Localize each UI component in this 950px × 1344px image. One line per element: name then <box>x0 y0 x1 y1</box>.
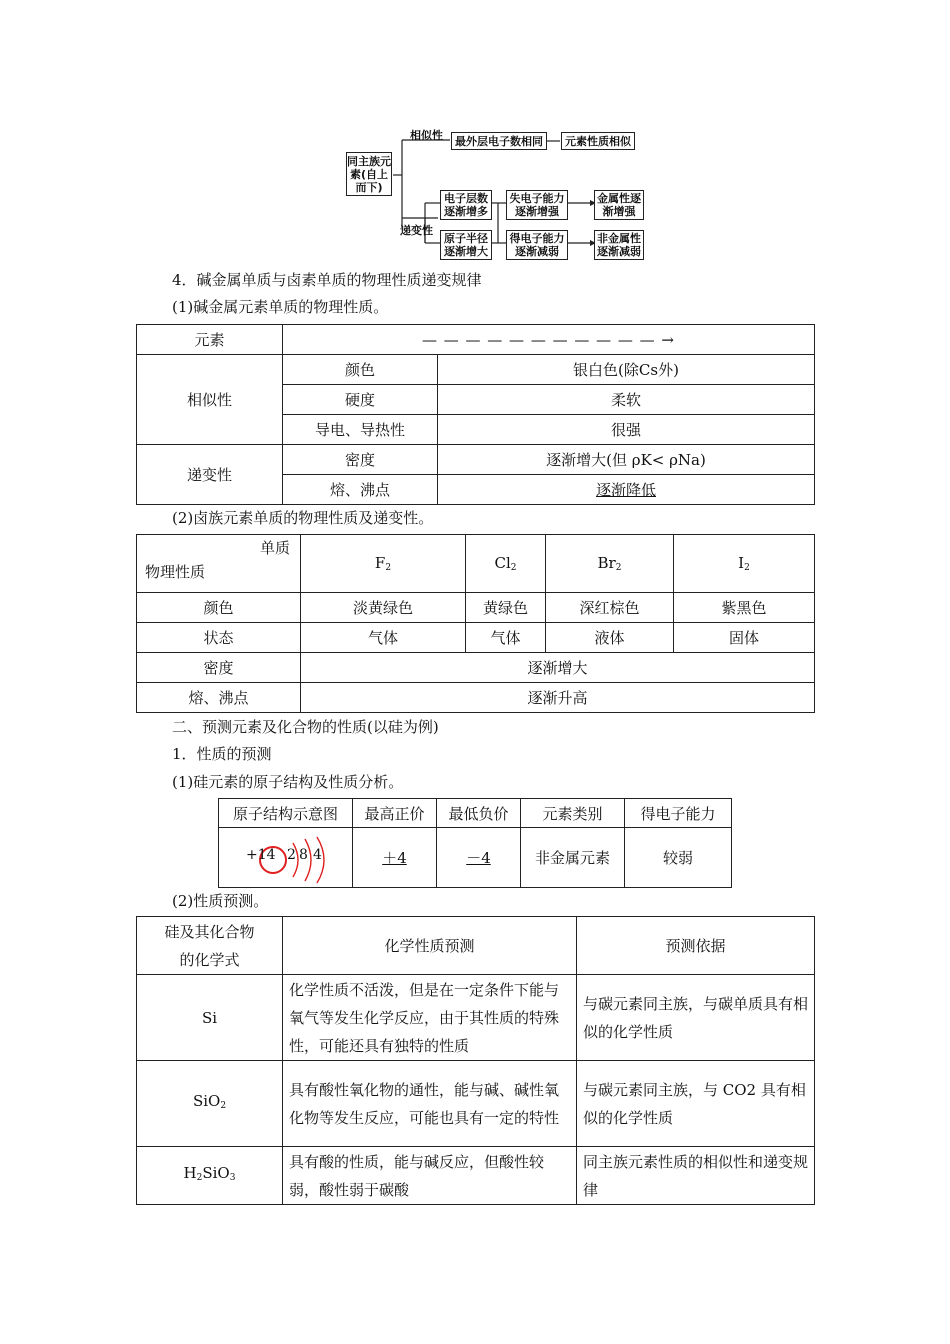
header-cell: 原子结构示意图 <box>219 799 353 828</box>
formula-header-br2: $Br_2$ <box>546 535 674 593</box>
color-value: 淡黄绿色 <box>301 593 466 623</box>
alkali-metal-table <box>136 324 815 505</box>
diagram-box-text: 非金属性逐渐减弱 <box>597 232 641 258</box>
header-basis: 预测依据 <box>577 917 815 975</box>
table-row <box>219 799 732 828</box>
diagram-box-metallic <box>594 190 644 220</box>
property-value <box>438 475 815 505</box>
table-row <box>137 917 815 975</box>
basis-text: 与碳元素同主族，与 CO2 具有相似的化学性质 <box>577 1061 815 1147</box>
table-row <box>137 355 815 385</box>
state-value: 气体 <box>466 623 546 653</box>
atom-diagram-cell <box>219 828 353 888</box>
header-cell: 元素类别 <box>521 799 625 828</box>
min-valence <box>437 828 521 888</box>
property-name: 颜色 <box>283 355 438 385</box>
table-row <box>137 445 815 475</box>
trend-arrow: — — — — — — — — — — — → <box>283 325 815 355</box>
prediction-text: 化学性质不活泼，但是在一定条件下能与氧气等发生化学反应，由于其性质的特殊性，可能还具有独特的性质 <box>283 975 577 1061</box>
table-row <box>137 683 815 713</box>
table-row <box>137 325 815 355</box>
state-value: 液体 <box>546 623 674 653</box>
state-value: 气体 <box>301 623 466 653</box>
formula-header-cl2: $Cl_2$ <box>466 535 546 593</box>
basis-text: 与碳元素同主族，与碳单质具有相似的化学性质 <box>577 975 815 1061</box>
diagram-box-similar-properties <box>561 132 635 150</box>
subheading-silicon-structure: (1)硅元素的原子结构及性质分析。 <box>172 773 404 791</box>
header-cell: 最高正价 <box>353 799 437 828</box>
diagram-box-text: 原子半径逐渐增大 <box>444 232 488 258</box>
formula-sio2: SiO$_2$ <box>137 1061 283 1147</box>
diagram-box-text: 元素性质相似 <box>565 134 631 148</box>
state-value: 固体 <box>674 623 815 653</box>
subheading-alkali: (1)碱金属元素单质的物理性质。 <box>172 298 389 316</box>
heading-1: 1．性质的预测 <box>172 745 272 763</box>
melting-point-value: 逐渐升高 <box>301 683 815 713</box>
trend-label: 递变性 <box>137 445 283 505</box>
table-row <box>137 1147 815 1205</box>
header-cell: 得电子能力 <box>625 799 732 828</box>
shell-electrons: 8 <box>299 847 308 863</box>
heading-4: 4．碱金属单质与卤素单质的物理性质递变规律 <box>172 271 482 289</box>
diagram-box-text: 电子层数逐渐增多 <box>444 192 488 218</box>
underlined-answer: －4 <box>466 849 491 867</box>
corner-bottom-label: 物理性质 <box>145 563 206 581</box>
corner-header <box>137 535 301 593</box>
property-value: 很强 <box>438 415 815 445</box>
table-row <box>137 593 815 623</box>
prediction-text: 具有酸性氧化物的通性，能与碱、碱性氧化物等发生反应，可能也具有一定的特性 <box>283 1061 577 1147</box>
table-row <box>219 828 732 888</box>
table-row <box>137 623 815 653</box>
formula-h2sio3: $H_2SiO_3$ <box>137 1147 283 1205</box>
property-name: 密度 <box>283 445 438 475</box>
diagram-trend-label: 递变性 <box>400 224 433 237</box>
diagram-box-lose-electrons <box>506 190 568 220</box>
subheading-prediction: (2)性质预测。 <box>172 892 269 910</box>
corner-top-label: 单质 <box>259 539 290 557</box>
diagram-box-nonmetallic <box>594 230 644 260</box>
basis-text: 同主族元素性质的相似性和递变规律 <box>577 1147 815 1205</box>
element-category: 非金属元素 <box>521 828 625 888</box>
diagram-box-text: 金属性逐渐增强 <box>597 192 641 218</box>
density-label: 密度 <box>137 653 301 683</box>
diagram-box-text: 得电子能力逐渐减弱 <box>509 232 565 258</box>
diagram-box-shells <box>440 190 492 220</box>
prediction-table <box>136 916 815 1205</box>
diagram-box-text: 最外层电子数相同 <box>455 134 543 148</box>
table-row <box>137 1061 815 1147</box>
state-label: 状态 <box>137 623 301 653</box>
diagram-root-box <box>346 152 392 196</box>
diagram-box-outer-electrons <box>451 132 547 150</box>
formula-header-f2: $F_2$ <box>301 535 466 593</box>
formula-si: Si <box>137 975 283 1061</box>
nucleus-charge: +14 <box>246 847 276 863</box>
table-row <box>137 975 815 1061</box>
property-name: 导电、导热性 <box>283 415 438 445</box>
element-header: 元素 <box>137 325 283 355</box>
shell-electrons: 4 <box>313 847 322 863</box>
diagram-box-gain-electrons <box>506 230 568 260</box>
header-formula: 硅及其化合物的化学式 <box>137 917 283 975</box>
subheading-halogen: (2)卤族元素单质的物理性质及递变性。 <box>172 509 434 527</box>
prediction-text: 具有酸的性质，能与碱反应，但酸性较弱，酸性弱于碳酸 <box>283 1147 577 1205</box>
color-label: 颜色 <box>137 593 301 623</box>
diagram-box-radius <box>440 230 492 260</box>
header-prediction: 化学性质预测 <box>283 917 577 975</box>
color-value: 黄绿色 <box>466 593 546 623</box>
underlined-answer: 逐渐降低 <box>595 481 656 499</box>
silicon-structure-table <box>218 798 732 888</box>
diagram-box-text: 失电子能力逐渐增强 <box>509 192 565 218</box>
diagram-similar-label: 相似性 <box>410 129 443 142</box>
max-valence <box>353 828 437 888</box>
underlined-answer: ＋4 <box>382 849 407 867</box>
table-row <box>137 653 815 683</box>
shell-electrons: 2 <box>287 847 296 863</box>
formula-header-i2: $I_2$ <box>674 535 815 593</box>
property-name: 硬度 <box>283 385 438 415</box>
color-value: 深红棕色 <box>546 593 674 623</box>
header-cell: 最低负价 <box>437 799 521 828</box>
section-title: 二、预测元素及化合物的性质(以硅为例) <box>172 718 439 736</box>
property-value: 银白色(除Cs外) <box>438 355 815 385</box>
diagram-root-text: 同主族元素(自上而下) <box>347 154 391 194</box>
property-value: 逐渐增大(但 ρK< ρNa) <box>438 445 815 475</box>
similar-label: 相似性 <box>137 355 283 445</box>
melting-point-label: 熔、沸点 <box>137 683 301 713</box>
density-value: 逐渐增大 <box>301 653 815 683</box>
property-name: 熔、沸点 <box>283 475 438 505</box>
table-row <box>137 535 815 593</box>
color-value: 紫黑色 <box>674 593 815 623</box>
electron-gain-ability: 较弱 <box>625 828 732 888</box>
halogen-table <box>136 534 815 713</box>
property-value: 柔软 <box>438 385 815 415</box>
